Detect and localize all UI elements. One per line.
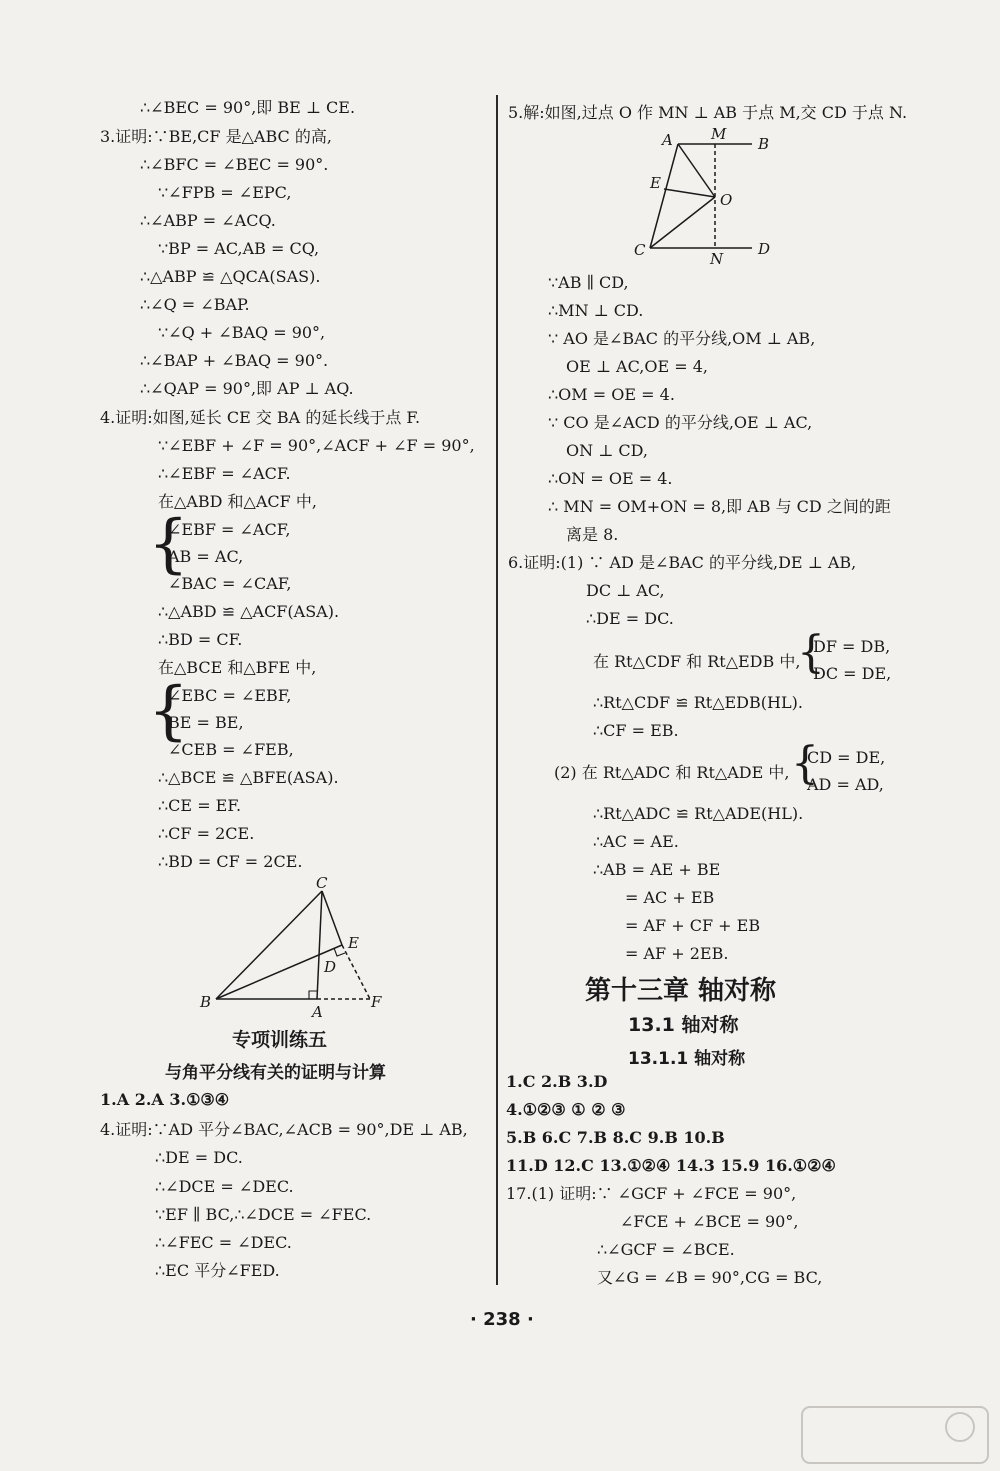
text-line: ∴∠BFC = ∠BEC = 90°. xyxy=(140,155,329,174)
answers-line: 1.C 2.B 3.D xyxy=(506,1072,608,1091)
text-line: ∴CF = EB. xyxy=(593,721,679,740)
answers-line: 1.A 2.A 3.①③④ xyxy=(100,1090,230,1109)
text-line: ∴BD = CF. xyxy=(158,630,243,649)
label-D: D xyxy=(758,240,771,258)
text-line: DC = DE, xyxy=(813,664,892,683)
text-line: ∵EF ∥ BC,∴∠DCE = ∠FEC. xyxy=(155,1205,372,1224)
problem-4-heading: 4.证明:如图,延长 CE 交 BA 的延长线于点 F. xyxy=(100,408,421,427)
text-line: = AC + EB xyxy=(625,888,715,907)
label-B: B xyxy=(758,135,770,153)
problem-3-heading: 3.证明:∵BE,CF 是△ABC 的高, xyxy=(100,127,332,146)
problem-6-heading: 6.证明:(1) ∵ AD 是∠BAC 的平分线,DE ⊥ AB, xyxy=(508,553,857,572)
text-line: ∵BP = AC,AB = CQ, xyxy=(158,239,320,258)
text-line: ∴CF = 2CE. xyxy=(158,824,255,843)
text-line: ∠EBC = ∠EBF, xyxy=(168,686,292,705)
text-line: ∴∠QAP = 90°,即 AP ⊥ AQ. xyxy=(140,379,354,398)
text-line: OE ⊥ AC,OE = 4, xyxy=(566,357,708,376)
text-line: ∵ AO 是∠BAC 的平分线,OM ⊥ AB, xyxy=(548,329,816,348)
text-line: ∴EC 平分∠FED. xyxy=(155,1261,280,1280)
chapter-title: 第十三章 轴对称 xyxy=(585,976,777,1006)
watermark-logo xyxy=(800,1405,990,1465)
text-line: ∴∠GCF = ∠BCE. xyxy=(597,1240,735,1259)
text-line: ∠CEB = ∠FEB, xyxy=(168,740,294,759)
label-A: A xyxy=(312,1003,323,1020)
label-N: N xyxy=(710,250,724,268)
text-line: 离是 8. xyxy=(566,525,619,544)
problem-5-heading: 5.解:如图,过点 O 作 MN ⊥ AB 于点 M,交 CD 于点 N. xyxy=(508,103,908,122)
brace: { xyxy=(148,674,189,748)
text-line: ∴CE = EF. xyxy=(158,796,242,815)
text-line: ∠EBF = ∠ACF, xyxy=(168,520,291,539)
text-line: = AF + 2EB. xyxy=(625,944,729,963)
label-E: E xyxy=(650,174,661,192)
text-line: ∵AB ∥ CD, xyxy=(548,273,629,292)
page-number: · 238 · xyxy=(470,1309,534,1330)
text-line: 在△ABD 和△ACF 中, xyxy=(158,492,317,511)
label-C: C xyxy=(634,241,646,259)
column-divider xyxy=(496,95,498,1285)
text-line: DF = DB, xyxy=(813,637,891,656)
text-line: ∴∠BEC = 90°,即 BE ⊥ CE. xyxy=(140,98,356,117)
text-line: 在 Rt△CDF 和 Rt△EDB 中, xyxy=(593,652,801,671)
text-line: ∴∠BAP + ∠BAQ = 90°. xyxy=(140,351,329,370)
text-line: ∵∠Q + ∠BAQ = 90°, xyxy=(158,323,326,342)
text-line: ∴△ABP ≌ △QCA(SAS). xyxy=(140,267,321,286)
text-line: = AF + CF + EB xyxy=(625,916,761,935)
text-line: ∴Rt△ADC ≌ Rt△ADE(HL). xyxy=(593,804,804,823)
text-line: ∴ON = OE = 4. xyxy=(548,469,673,488)
brace: { xyxy=(148,507,189,581)
text-line: ∠BAC = ∠CAF, xyxy=(168,574,292,593)
text-line: AB = AC, xyxy=(168,547,244,566)
label-B: B xyxy=(200,993,212,1011)
text-line: ∴AB = AE + BE xyxy=(593,860,721,879)
text-line: ∴∠ABP = ∠ACQ. xyxy=(140,211,276,230)
label-C: C xyxy=(316,875,328,892)
label-A: A xyxy=(662,131,673,149)
text-line: ∴DE = DC. xyxy=(155,1148,243,1167)
label-E: E xyxy=(348,934,359,952)
section-title: 专项训练五 xyxy=(232,1029,328,1051)
label-F: F xyxy=(371,993,382,1011)
text-line: 在△BCE 和△BFE 中, xyxy=(158,658,317,677)
text-line: BE = BE, xyxy=(168,713,244,732)
section-subtitle: 与角平分线有关的证明与计算 xyxy=(165,1063,386,1083)
text-line: ∴∠FEC = ∠DEC. xyxy=(155,1233,292,1252)
parallel-lines-figure xyxy=(600,125,800,270)
text-line: ∵ CO 是∠ACD 的平分线,OE ⊥ AC, xyxy=(548,413,813,432)
label-O: O xyxy=(720,191,733,209)
text-line: ∴AC = AE. xyxy=(593,832,679,851)
text-line: ∴DE = DC. xyxy=(586,609,674,628)
brace: { xyxy=(791,738,819,789)
text-line: AD = AD, xyxy=(807,775,884,794)
text-line: ∴△BCE ≌ △BFE(ASA). xyxy=(158,768,339,787)
text-line: (2) 在 Rt△ADC 和 Rt△ADE 中, xyxy=(554,763,790,782)
brace: { xyxy=(797,627,825,678)
text-line: ∠FCE + ∠BCE = 90°, xyxy=(620,1212,799,1231)
text-line: CD = DE, xyxy=(807,748,886,767)
problem-17-heading: 17.(1) 证明:∵ ∠GCF + ∠FCE = 90°, xyxy=(506,1184,797,1203)
problem-4-heading: 4.证明:∵AD 平分∠BAC,∠ACB = 90°,DE ⊥ AB, xyxy=(100,1120,468,1139)
text-line: ∵∠EBF + ∠F = 90°,∠ACF + ∠F = 90°, xyxy=(158,436,475,455)
text-line: ∴ MN = OM+ON = 8,即 AB 与 CD 之间的距 xyxy=(548,497,891,516)
text-line: ∴MN ⊥ CD. xyxy=(548,301,644,320)
text-line: ON ⊥ CD, xyxy=(566,441,648,460)
text-line: ∴OM = OE = 4. xyxy=(548,385,675,404)
text-line: ∴∠DCE = ∠DEC. xyxy=(155,1177,294,1196)
label-M: M xyxy=(711,125,727,143)
answers-line: 11.D 12.C 13.①②④ 14.3 15.9 16.①②④ xyxy=(506,1156,836,1175)
text-line: ∴∠EBF = ∠ACF. xyxy=(158,464,291,483)
text-line: ∴Rt△CDF ≌ Rt△EDB(HL). xyxy=(593,693,803,712)
text-line: 又∠G = ∠B = 90°,CG = BC, xyxy=(597,1268,823,1287)
text-line: ∴∠Q = ∠BAP. xyxy=(140,295,250,314)
answers-line: 5.B 6.C 7.B 8.C 9.B 10.B xyxy=(506,1128,725,1147)
subsection-title: 13.1.1 轴对称 xyxy=(628,1049,746,1069)
text-line: DC ⊥ AC, xyxy=(586,581,665,600)
text-line: ∴BD = CF = 2CE. xyxy=(158,852,303,871)
label-D: D xyxy=(324,958,337,976)
section-title: 13.1 轴对称 xyxy=(628,1014,739,1036)
answers-line: 4.①②③ ① ② ③ xyxy=(506,1100,626,1119)
text-line: ∵∠FPB = ∠EPC, xyxy=(158,183,292,202)
triangle-figure xyxy=(190,875,400,1020)
text-line: ∴△ABD ≌ △ACF(ASA). xyxy=(158,602,340,621)
